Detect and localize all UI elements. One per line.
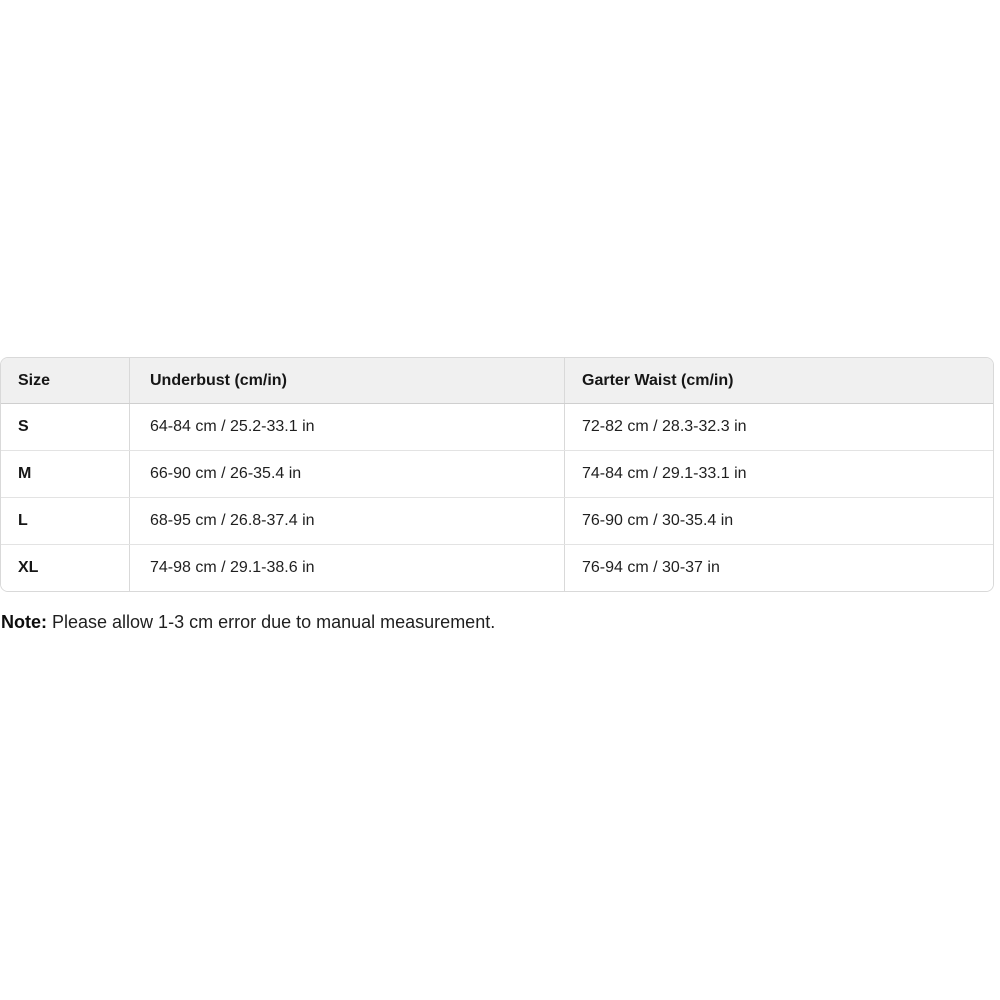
measurement-note	[1, 611, 495, 634]
underbust-cell: 66-90 cm / 26-35.4 in	[129, 451, 564, 497]
table-row-m	[1, 451, 993, 498]
column-header-garter-waist: Garter Waist (cm/in)	[564, 358, 993, 403]
note-text: Please allow 1-3 cm error due to manual measurement.	[47, 612, 496, 632]
size-cell: S	[18, 418, 29, 435]
garter-waist-cell: 74-84 cm / 29.1-33.1 in	[564, 451, 993, 497]
column-header-size: Size	[18, 371, 51, 389]
table-row-s	[1, 404, 993, 451]
table-row-l	[1, 498, 993, 545]
garter-waist-cell: 76-90 cm / 30-35.4 in	[564, 498, 993, 544]
size-chart-header-row	[1, 358, 993, 404]
underbust-cell: 64-84 cm / 25.2-33.1 in	[129, 404, 564, 450]
size-cell: M	[18, 465, 32, 482]
column-header-underbust: Underbust (cm/in)	[129, 358, 564, 403]
table-row-xl	[1, 545, 993, 591]
underbust-cell: 74-98 cm / 29.1-38.6 in	[129, 545, 564, 591]
size-chart-table	[0, 357, 994, 592]
garter-waist-cell: 76-94 cm / 30-37 in	[564, 545, 993, 591]
size-cell: L	[18, 512, 28, 529]
note-label: Note:	[1, 612, 47, 632]
garter-waist-cell: 72-82 cm / 28.3-32.3 in	[564, 404, 993, 450]
underbust-cell: 68-95 cm / 26.8-37.4 in	[129, 498, 564, 544]
size-cell: XL	[18, 559, 39, 576]
